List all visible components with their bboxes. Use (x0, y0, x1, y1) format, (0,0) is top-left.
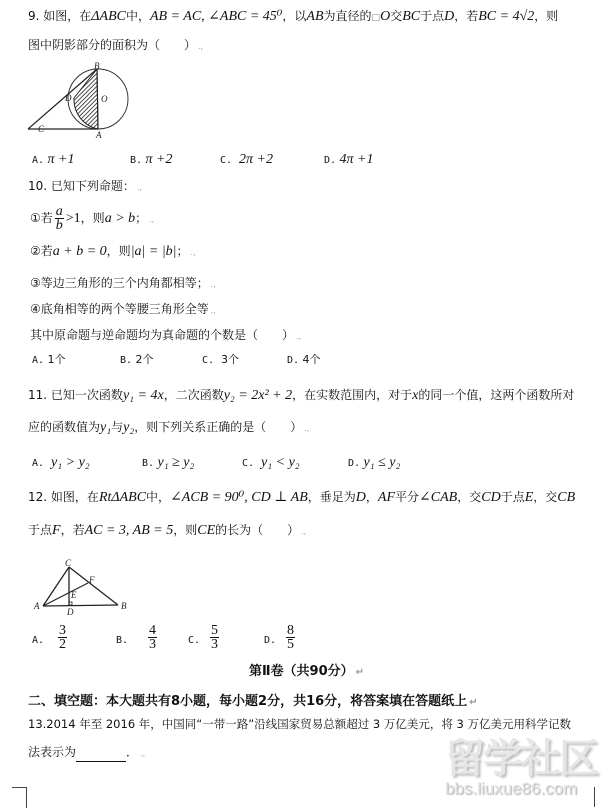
math: x (412, 388, 419, 403)
q10-question (30, 327, 301, 345)
svg-text:B: B (94, 61, 100, 71)
paragraph-mark: ., (140, 749, 146, 758)
q11-option-b[interactable] (142, 455, 194, 472)
question-number: 9. (28, 9, 40, 23)
q11-line2 (28, 419, 309, 437)
option-label: B. (116, 635, 129, 646)
paragraph-mark: ↵ (355, 667, 365, 678)
text: ． (126, 745, 139, 759)
option-label: C. (188, 635, 201, 646)
numerator: 8 (287, 623, 294, 638)
text: ②若 (30, 244, 53, 258)
text: 中， (125, 9, 150, 23)
text: ， (365, 490, 378, 504)
text: 应的函数值为 (28, 420, 101, 434)
math: a + b = 0 (52, 244, 107, 259)
svg-text:A: A (34, 601, 40, 611)
q10-option-a[interactable] (32, 352, 66, 369)
text: 法表示为 (28, 745, 77, 759)
math: CD (481, 490, 501, 505)
svg-text:B: B (121, 601, 127, 611)
q12-option-d[interactable] (264, 632, 276, 649)
q12-option-b[interactable] (116, 632, 128, 649)
paragraph-mark: ., (210, 306, 216, 315)
text: ； (135, 211, 148, 225)
text: ，交 (457, 490, 482, 504)
paragraph-mark: ., (136, 183, 143, 192)
math: F (52, 523, 61, 538)
math: BC (402, 9, 421, 24)
option-label: A. (32, 635, 45, 646)
math: D (355, 490, 366, 505)
option-label: C. (242, 458, 255, 469)
q10-option-d[interactable] (287, 352, 321, 369)
q9-option-c[interactable] (220, 152, 273, 169)
math: RtΔABC (98, 490, 147, 505)
option-value: y₁ ≥ y₂ (157, 455, 195, 470)
option-value: 3个 (221, 353, 240, 366)
svg-text:D: D (67, 607, 74, 616)
paragraph-mark: ., (296, 332, 302, 341)
math: D (444, 9, 455, 24)
circle-symbol: □ (371, 13, 381, 23)
text: 的长为（ ） (215, 523, 300, 537)
text: 于点 (28, 523, 53, 537)
option-value: π +2 (145, 152, 173, 167)
option-value: 4个 (302, 353, 321, 366)
math: a > b (104, 211, 136, 226)
paragraph-mark: ↵ (469, 697, 478, 708)
math: y₂ (123, 420, 135, 435)
q12-figure (25, 556, 140, 616)
text: ④底角相等的两个等腰三角形全等 (30, 302, 209, 316)
q12-line1 (28, 489, 575, 506)
q10-proposition-4 (30, 301, 216, 319)
watermark-title: 留学社区 (445, 736, 597, 782)
paragraph-mark: ., (301, 527, 307, 536)
q12-options (32, 624, 592, 658)
option-label: D. (287, 355, 300, 366)
q11-line1 (28, 387, 574, 404)
denominator: 3 (211, 637, 218, 652)
text: 图中阴影部分的面积为（ ） (28, 38, 197, 52)
q9-line1 (28, 8, 558, 26)
section-fill-in-heading (28, 690, 478, 709)
text: 已知下列命题： (50, 179, 135, 193)
math: CE (197, 523, 216, 538)
q9-option-d[interactable] (324, 152, 374, 169)
text: ③等边三角形的三个内角都相等； (30, 276, 209, 290)
text: ，交 (533, 490, 558, 504)
text: ，以 (282, 9, 307, 23)
numerator: 3 (59, 623, 66, 638)
q9-option-b[interactable] (130, 152, 173, 169)
option-value: 1个 (47, 353, 66, 366)
text: 平分 (395, 490, 420, 504)
denominator: b (55, 218, 63, 233)
math: >1 (65, 211, 81, 226)
math: ∠ACB = 90⁰, CD ⊥ AB (170, 490, 308, 505)
text: 如图，在 (43, 9, 92, 23)
q13-line1 (28, 716, 571, 732)
q10-stem (28, 178, 142, 196)
paragraph-mark: ., (210, 280, 216, 289)
text: 已知一次函数 (50, 388, 123, 402)
text: 于点 (420, 9, 445, 23)
option-label: A. (32, 458, 45, 469)
option-value: y₁ ≤ y₂ (363, 455, 401, 470)
text: ，则下列关系正确的是（ ） (134, 420, 303, 434)
q10-proposition-2 (30, 243, 196, 261)
math: AB = AC, ∠ABC = 45⁰ (149, 9, 283, 24)
math: y₂ = 2x² + 2 (223, 388, 293, 403)
text: ，则 (106, 244, 131, 258)
q9-option-a[interactable] (32, 152, 75, 169)
q10-option-c[interactable] (202, 352, 239, 369)
text: ①若 (30, 211, 53, 225)
numerator: 4 (149, 623, 156, 638)
q12-option-b-frac (148, 624, 157, 651)
option-label: C. (202, 355, 215, 366)
math: CB (557, 490, 576, 505)
text: ，垂足为 (307, 490, 356, 504)
option-label: B. (120, 355, 133, 366)
q9-line2 (28, 37, 203, 55)
denominator: 3 (149, 637, 156, 652)
text: ，若 (60, 523, 85, 537)
svg-text:D: D (65, 93, 72, 103)
q10-proposition-1 (30, 205, 154, 233)
svg-text:A: A (96, 130, 102, 140)
text: ，二次函数 (163, 388, 224, 402)
option-label: C. (220, 155, 233, 166)
option-label: B. (142, 458, 155, 469)
watermark (445, 738, 597, 798)
q12-option-d-frac (286, 624, 295, 651)
option-label: B. (130, 155, 143, 166)
option-value: π +1 (47, 152, 75, 167)
text: ，在实数范围内，对于 (292, 388, 413, 402)
q12-option-a-frac (58, 624, 67, 651)
q11-options (32, 455, 592, 471)
numerator: a (55, 204, 63, 219)
math: O (380, 9, 391, 24)
math: y₁ (100, 420, 112, 435)
text: 交 (390, 9, 403, 23)
heading: 二、填空题：本大题共有8小题，每小题2分，共16分，将答案填在答题纸上 (28, 694, 468, 709)
text: 其中原命题与逆命题均为真命题的个数是（ ） (30, 328, 295, 342)
watermark-url: bbs.liuxue86.com (445, 779, 578, 798)
option-label: A. (32, 355, 45, 366)
math: BC = 4√2 (478, 9, 535, 24)
answer-blank[interactable] (76, 749, 126, 762)
page-corner-mark-left (12, 787, 27, 808)
denominator: 2 (59, 637, 66, 652)
question-number: 12. (28, 490, 48, 504)
math: E (524, 490, 534, 505)
math: ∠CAB (419, 490, 458, 505)
q10-option-b[interactable] (120, 352, 154, 369)
q12-option-c-frac (210, 624, 219, 651)
q9-figure (20, 60, 160, 145)
question-number: 11. (28, 388, 48, 402)
math: AF (377, 490, 396, 505)
option-value: 2π +2 (239, 152, 274, 167)
option-value: 2个 (135, 353, 154, 366)
option-value: y₁ < y₂ (261, 455, 300, 470)
q12-option-a[interactable] (32, 632, 44, 649)
q12-line2 (28, 522, 306, 540)
math: y₁ = 4x (122, 388, 164, 403)
math: ΔABC (91, 9, 126, 24)
paragraph-mark: ., (149, 215, 155, 224)
question-number: 10. (28, 179, 48, 193)
text: 的同一个值，这两个函数所对 (418, 388, 575, 402)
option-label: D. (324, 155, 337, 166)
q11-option-a[interactable] (32, 455, 90, 472)
q10-proposition-3 (30, 275, 216, 293)
svg-text:F: F (89, 575, 95, 585)
math: AB (306, 9, 324, 24)
text: ，则 (534, 9, 559, 23)
paragraph-mark: ., (304, 424, 310, 433)
svg-text:E: E (71, 590, 77, 600)
text: 如图，在 (50, 490, 99, 504)
text: ； (176, 244, 189, 258)
text: 为直径的 (323, 9, 372, 23)
option-value: 4π +1 (339, 152, 374, 167)
paragraph-mark: ., (198, 42, 204, 51)
option-value: y₁ > y₂ (51, 455, 90, 470)
part-two-title (0, 660, 613, 679)
text: 与 (111, 420, 124, 434)
paragraph-mark: ., (190, 248, 196, 257)
svg-text:C: C (38, 124, 45, 134)
text: ，则 (173, 523, 198, 537)
text: 13.2014 年至 2016 年，中国同“一带一路”沿线国家贸易总额超过 3 万亿美元，将 3 万亿美元用科学记数 (28, 717, 571, 731)
option-label: D. (264, 635, 277, 646)
denominator: 5 (287, 637, 294, 652)
numerator: 5 (211, 623, 218, 638)
fraction (55, 205, 64, 232)
q13-line2 (28, 744, 145, 762)
text: ，则 (80, 211, 105, 225)
q9-options (32, 152, 592, 168)
option-label: D. (348, 458, 361, 469)
q11-option-c[interactable] (242, 455, 300, 472)
math: |a| = |b| (130, 244, 177, 259)
heading: 第Ⅱ卷（共90分） (248, 664, 354, 679)
q11-option-d[interactable] (348, 455, 400, 472)
text: ，若 (454, 9, 479, 23)
text: 中， (146, 490, 171, 504)
svg-text:O: O (101, 94, 108, 104)
math: AC = 3, AB = 5 (84, 523, 174, 538)
svg-text:C: C (65, 558, 72, 568)
q10-options (32, 352, 592, 368)
q12-option-c[interactable] (188, 632, 200, 649)
option-label: A. (32, 155, 45, 166)
text: 于点 (500, 490, 525, 504)
